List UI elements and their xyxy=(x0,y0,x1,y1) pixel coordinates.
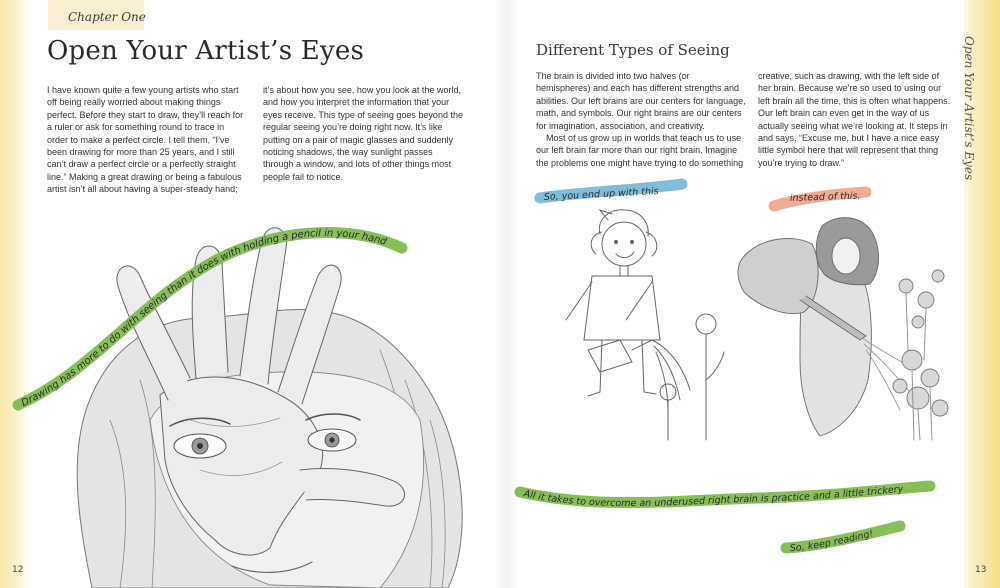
realistic-girl-sketch xyxy=(738,218,948,440)
caption-curved-left: Drawing has more to do with seeing than it does with holding a pencil in your hand xyxy=(19,228,388,410)
flower-1 xyxy=(696,314,716,334)
pupil-right xyxy=(329,437,334,442)
paragraph: The brain is divided into two halves (or hemispheres) and each has different strengths and abilities. Our left brains are our centers for language, math, and symbols. Our right brains are our centers for imagination, association, and creativity. xyxy=(536,71,746,131)
chapter-label: Chapter One xyxy=(68,10,146,24)
caption-bottom: All it takes to overcome an underused right brain is practice and a little trickery xyxy=(522,483,904,510)
hair xyxy=(591,210,657,256)
paragraph: it’s about how you see, how you look at the world, and how you interpret the information that your eyes receive. This type of seeing goes beyond the regular seeing you’re doing right now. It’s like putting on a pair of magic glasses and suddenly noticing shadows, the way sunlight passes through a window, and lots of other things most people fail to notice. xyxy=(263,85,463,182)
caption-symbol: So, you end up with this xyxy=(543,185,659,203)
neck xyxy=(620,266,628,276)
face-hand-sketch xyxy=(77,228,462,588)
running-head-text: Open Your Artist’s Eyes xyxy=(962,36,976,181)
water-lines xyxy=(652,340,690,412)
page-number-right: 13 xyxy=(975,565,987,575)
paragraph: I have known quite a few young artists who start off being really worried about making things perfect. Before they start to draw, they’ll reach for a ruler or ask for something round to trace in order to make a perfect circle. I tell them, “I’ve been drawing for more than 25 years, and I still can’t draw a perfect circle or a perfectly straight line.” Making a great drawing or being a fabulous artist isn’t all about having a super-steady hand; xyxy=(47,85,244,195)
section-title: Different Types of Seeing xyxy=(536,41,730,59)
caption-realistic: instead of this. xyxy=(789,190,861,204)
flower-bush xyxy=(893,270,948,416)
symbol-girl-drawing xyxy=(566,210,724,440)
paragraph: creative, such as drawing, with the left side of her brain. Because we’re so used to using our left brain all the time, this is often what happens. Our left brain can even get in the way of us actually seeing what we’re looking at. It steps in and says, “Excuse me, but I have a nice easy little symbol here that will represent that thing you’re trying to draw.” xyxy=(758,71,951,168)
caption-keep-reading: So, keep reading! xyxy=(789,528,875,555)
arms xyxy=(566,282,652,320)
flower-2 xyxy=(660,384,676,400)
paragraph: Most of us grow up in worlds that teach us to use our left brain far more than our right brain. Imagine the problems one might have trying to do something xyxy=(536,133,744,168)
page-number-left: 12 xyxy=(12,565,24,575)
page-title: Open Your Artist’s Eyes xyxy=(47,36,364,66)
girl-face xyxy=(832,238,860,274)
pupil-left xyxy=(197,443,203,449)
body xyxy=(584,276,660,340)
head xyxy=(602,222,646,266)
